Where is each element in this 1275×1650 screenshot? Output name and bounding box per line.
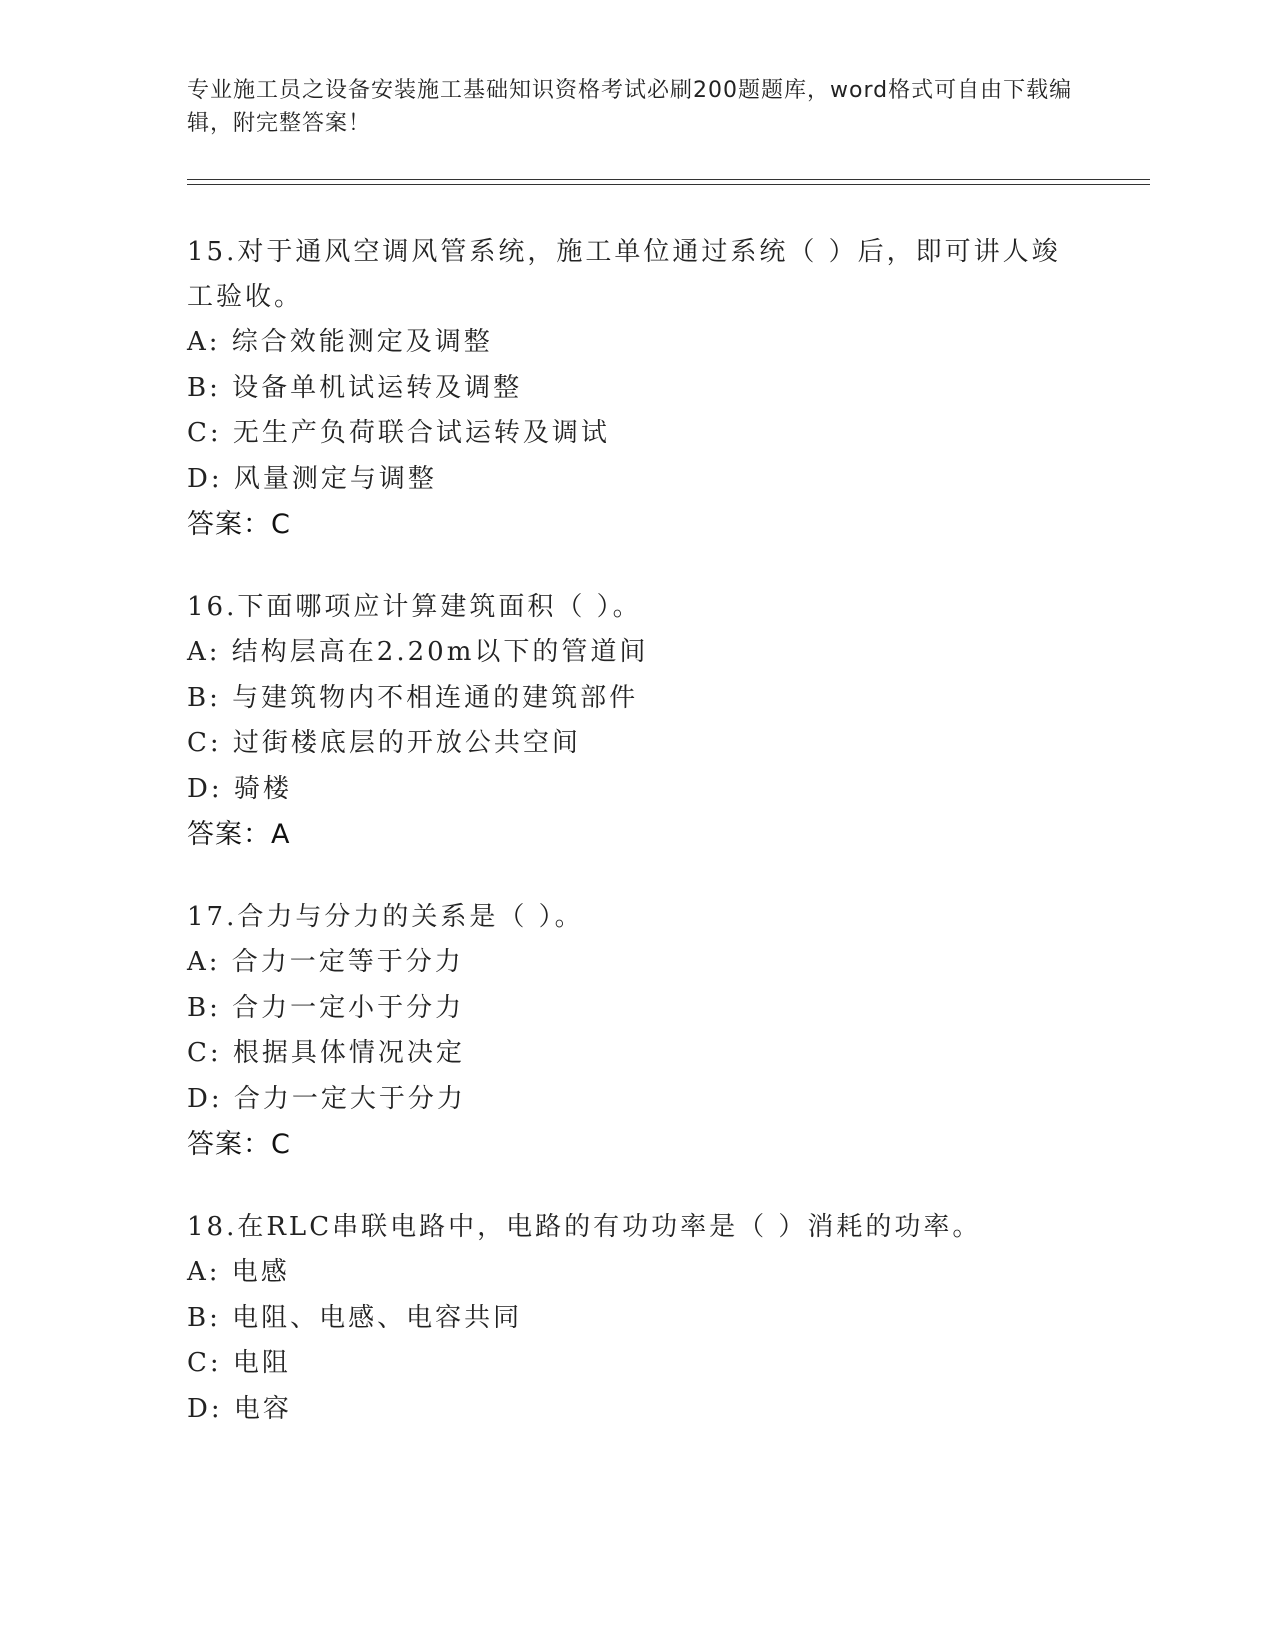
answer-line: [187, 1122, 1137, 1168]
option-d: D: 电容: [187, 1393, 292, 1424]
option-c: C: 无生产负荷联合试运转及调试: [187, 418, 610, 448]
option-b: B: 设备单机试运转及调整: [187, 372, 523, 403]
header-divider-bottom: [187, 184, 1150, 185]
answer-value: A: [271, 819, 291, 850]
question-stem: 16.下面哪项应计算建筑面积（ ）。: [187, 592, 642, 622]
header-divider-top: [187, 179, 1150, 180]
question-stem: 17.合力与分力的关系是（ ）。: [187, 902, 584, 932]
answer-label: 答案：: [187, 509, 271, 540]
option-a: A: 结构层高在2.20m以下的管道间: [187, 637, 649, 667]
question-list: [187, 230, 1137, 1469]
question-17: [187, 895, 1137, 1168]
answer-label: 答案：: [187, 1129, 271, 1160]
question-stem: 15.对于通风空调风管系统，施工单位通过系统（ ）后，即可讲人竣工验收。: [187, 237, 1061, 312]
option-c: C: 根据具体情况决定: [187, 1038, 465, 1068]
question-15: [187, 230, 1137, 548]
question-stem: 18.在RLC串联电路中，电路的有功功率是（ ）消耗的功率。: [187, 1212, 982, 1242]
document-header: 专业施工员之设备安装施工基础知识资格考试必刷200题题库，word格式可自由下载编辑，附完整答案！: [187, 78, 1073, 136]
option-b: B: 与建筑物内不相连通的建筑部件: [187, 682, 639, 713]
option-d: D: 风量测定与调整: [187, 463, 437, 494]
answer-value: C: [271, 1129, 291, 1160]
option-c: C: 过街楼底层的开放公共空间: [187, 728, 581, 758]
answer-label: 答案：: [187, 819, 271, 850]
answer-value: C: [271, 509, 291, 540]
question-18: [187, 1205, 1137, 1432]
option-b: B: 电阻、电感、电容共同: [187, 1302, 523, 1333]
option-b: B: 合力一定小于分力: [187, 992, 465, 1023]
option-c: C: 电阻: [187, 1348, 291, 1378]
option-a: A: 综合效能测定及调整: [187, 327, 493, 357]
option-a: A: 合力一定等于分力: [187, 947, 464, 977]
answer-line: [187, 812, 1137, 858]
answer-line: [187, 502, 1137, 548]
option-d: D: 骑楼: [187, 773, 292, 804]
option-a: A: 电感: [187, 1257, 290, 1287]
question-16: [187, 585, 1137, 858]
option-d: D: 合力一定大于分力: [187, 1083, 466, 1114]
